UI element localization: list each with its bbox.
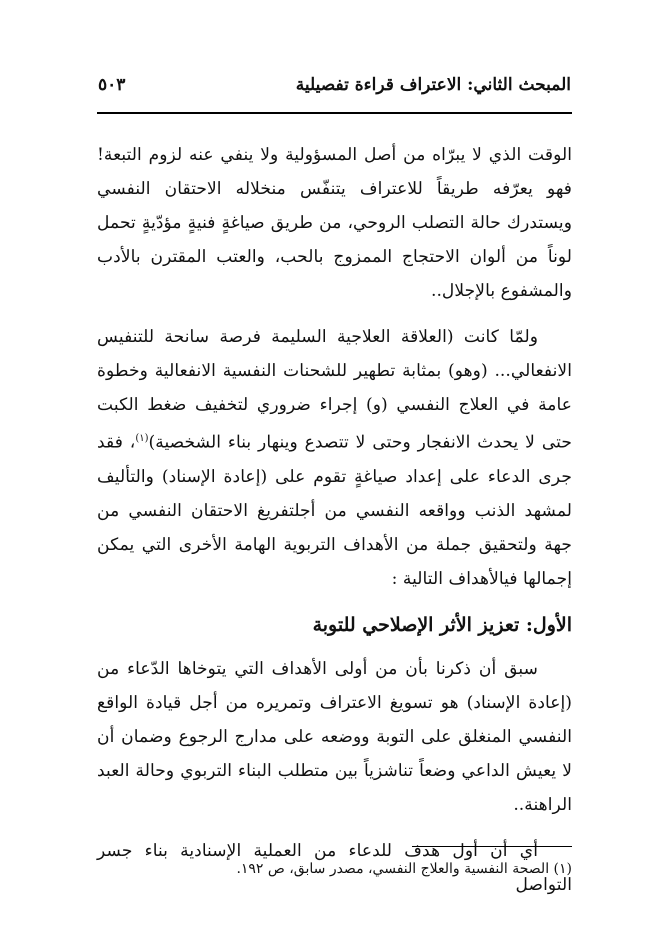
section-heading: الأول: تعزيز الأثر الإصلاحي للتوبة	[312, 613, 572, 636]
footnote-marker: (١)	[135, 433, 149, 444]
paragraph-2-part-1: ولمّا كانت (العلاقة العلاجية السليمة فرصة سانحة للتنفيس الانفعالي... (وهو) بمثابة تطهير للشحنات النفسية الانفعالية وخطوة عامة في العلاج النفسي (و) إجراء ضروري لتخفيف ضغط الكبت حتى لا يحدث الانفجار وحتى لا تتصدع وينهار بناء الشخصية)	[97, 327, 572, 453]
header-rule	[97, 112, 572, 114]
page-body	[97, 138, 572, 914]
paragraph-1: الوقت الذي لا يبرّاه من أصل المسؤولية ولا ينفي عنه لزوم التبعة! فهو يعرّفه طريقاً للاعتراف يتنفّس منخلاله الاحتقان النفسي ويستدرك حالة التصلب الروحي، من طريق صياغةٍ فنيةٍ مؤدّيةٍ تحمل لوناً من ألوان الاحتجاج الممزوج بالحب، والعتب المقترن بالأدب والمشفوع بالإجلال..	[97, 145, 572, 301]
paragraph-4: أي أن أول هدف للدعاء من العملية الإسنادية بناء جسر التواصل	[97, 840, 572, 895]
paragraph-3: سبق أن ذكرنا بأن من أولى الأهداف التي يتوخاها الدّعاء من (إعادة الإسناد) هو تسويغ الاعتراف وتمريره من أجل قيادة الواقع النفسي المنغلق على التوبة ووضعه على مدارج الرجوع وضمان أن لا يعيش الداعي وضعاً تناشزياً بين متطلب البناء التربوي وحالة العبد الراهنة..	[97, 658, 572, 815]
page-number: ٥٠٣	[98, 75, 126, 95]
paragraph-2-part-2: فقد جرى الدعاء على إعداد صياغةٍ تقوم على (إعادة الإسناد) والتأليف لمشهد الذنب وواقعه النفسي من أجلتفريغ الاحتقان النفسي من جهة ولتحقيق جملة من الأهداف التربوية الهامة الأخرى التي يمكن إجمالها فيالأهداف التالية :	[97, 432, 572, 589]
paragraph-2: ولمّا كانت (العلاقة العلاجية السليمة فرصة سانحة للتنفيس الانفعالي... (وهو) بمثابة تطهير للشحنات النفسية الانفعالية وخطوة عامة في العلاج النفسي (و) إجراء ضروري لتخفيف ضغط الكبت حتى لا يحدث الانفجار وحتى لا تتصدع وينهار بناء الشخصية)$^{(١)}$، فقد جرى الدعاء على إعداد صياغةٍ تقوم على (إعادة الإسناد) والتأليف لمشهد الذنب وواقعه النفسي من أجلتفريغ الاحتقان النفسي من جهة ولتحقيق جملة من الأهداف التربوية الهامة الأخرى التي يمكن إجمالها فيالأهداف التالية :	[97, 327, 572, 589]
running-header	[98, 70, 571, 100]
footnote-rule	[412, 846, 572, 847]
header-title: المبحث الثاني: الاعتراف قراءة تفصيلية	[295, 75, 571, 95]
footnote: (١) الصحة النفسية والعلاج النفسي، مصدر سابق، ص ١٩٢.	[236, 861, 572, 877]
